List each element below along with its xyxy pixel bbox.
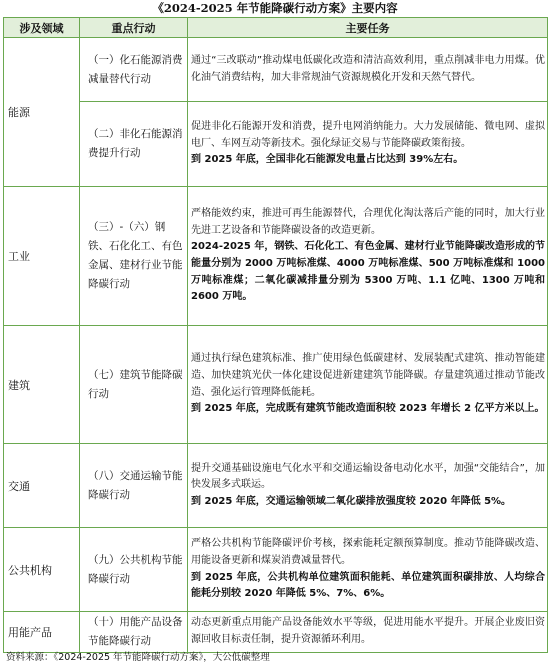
domain-cell: 能源: [4, 38, 80, 187]
action-cell: （七）建筑节能降碳行动: [80, 326, 188, 444]
action-cell: （八）交通运输节能降碳行动: [80, 444, 188, 528]
table-title: 《2024-2025 年节能降碳行动方案》主要内容: [152, 1, 398, 15]
tasks-cell: [188, 187, 548, 326]
table-row: [4, 38, 548, 102]
table-row: [4, 187, 548, 326]
domain-cell: 工业: [4, 187, 80, 326]
task-target-text: 2024-2025 年，钢铁、石化化工、有色金属、建材行业节能降碳改造形成的节能量分别为 2000 万吨标准煤、4000 万吨标准煤、500 万吨标准煤和 1000 万吨标准煤；二氧化碳减排量分别为 5300 万吨、1.1 亿吨、1300 万吨和 2600 万吨。: [191, 241, 545, 303]
tasks-cell: [188, 326, 548, 444]
action-cell: （三）-（六）钢铁、石化化工、有色金属、建材行业节能降碳行动: [80, 187, 188, 326]
source-note: 资料来源：《2024-2025 年节能降碳行动方案》，大公低碳整理: [6, 652, 270, 663]
header-tasks: 主要任务: [188, 18, 548, 38]
domain-cell: 建筑: [4, 326, 80, 444]
table-row: [4, 326, 548, 444]
table-row: [4, 612, 548, 653]
tasks-cell: [188, 612, 548, 653]
action-cell: （二）非化石能源消费提升行动: [80, 102, 188, 187]
task-text: 通过执行绿色建筑标准、推广使用绿色低碳建材、发展装配式建筑、推动智能建造、加快建筑光伏一体化建设促进新建建筑节能降碳。存量建筑通过推动节能改造、强化运行管理降低能耗。: [191, 353, 545, 398]
header-row: [4, 18, 548, 38]
task-text: 严格公共机构节能降碳评价考核，探索能耗定额预算制度。推动节能降碳改造、用能设备更新和煤炭消费减量替代。: [191, 538, 545, 566]
table-body: [4, 38, 548, 653]
header-action: 重点行动: [80, 18, 188, 38]
task-target-text: 到 2025 年底，全国非化石能源发电量占比达到 39%左右。: [191, 154, 464, 166]
task-target-text: 到 2025 年底，完成既有建筑节能改造面积较 2023 年增长 2 亿平方米以上。: [191, 403, 545, 415]
domain-cell: 用能产品: [4, 612, 80, 653]
task-text: 严格能效约束，推进可再生能源替代，合理优化淘汰落后产能的同时，加大行业先进工艺设备和节能降碳设备的改造更新。: [191, 208, 545, 236]
table-row: [4, 102, 548, 187]
task-text: 动态更新重点用能产品设备能效水平等级，促进用能水平提升。开展企业废旧资源回收目标责任制，提升资源循环利用。: [191, 617, 545, 645]
header-domain: 涉及领域: [4, 18, 80, 38]
task-target-text: 到 2025 年底，公共机构单位建筑面积能耗、单位建筑面积碳排放、人均综合能耗分别较 2020 年降低 5%、7%、6%。: [191, 571, 545, 600]
task-text: 促进非化石能源开发和消费，提升电网消纳能力。大力发展储能、微电网、虚拟电厂、车网互动等新技术。强化绿证交易与节能降碳政策衔接。: [191, 121, 545, 149]
domain-cell: 公共机构: [4, 528, 80, 612]
table-row: [4, 444, 548, 528]
tasks-cell: [188, 102, 548, 187]
action-cell: （十）用能产品设备节能降碳行动: [80, 612, 188, 653]
domain-cell: 交通: [4, 444, 80, 528]
task-text: 通过“三改联动”推动煤电低碳化改造和清洁高效利用，重点削减非电力用煤。优化油气消费结构，加大非常规油气资源规模化开发和天然气替代。: [191, 54, 545, 83]
tasks-cell: [188, 444, 548, 528]
task-target-text: 到 2025 年底，交通运输领域二氧化碳排放强度较 2020 年降低 5%。: [191, 495, 512, 507]
table-row: [4, 528, 548, 612]
tasks-cell: [188, 528, 548, 612]
task-text: 提升交通基础设施电气化水平和交通运输设备电动化水平，加强“交能结合”，加快发展多式联运。: [191, 462, 545, 491]
action-cell: （九）公共机构节能降碳行动: [80, 528, 188, 612]
action-plan-table: [3, 17, 548, 653]
tasks-cell: [188, 38, 548, 102]
action-cell: （一）化石能源消费减量替代行动: [80, 38, 188, 102]
